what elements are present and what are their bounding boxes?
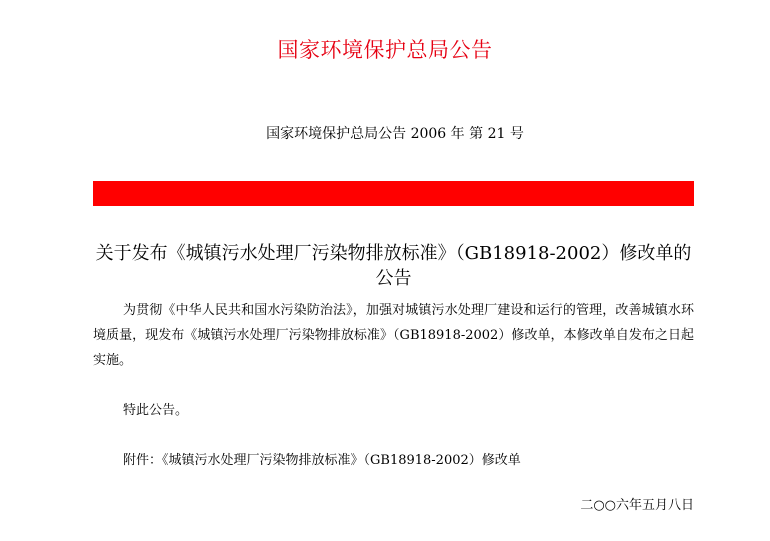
red-separator-band	[93, 181, 694, 206]
notice-title: 关于发布《城镇污水处理厂污染物排放标准》（GB18918-2002）修改单的公告	[95, 243, 692, 289]
issue-date: 二○○六年五月八日	[580, 498, 694, 513]
document-number: 国家环境保护总局公告 2006 年 第 21 号	[266, 126, 524, 142]
closing-statement: 特此公告。	[123, 403, 189, 418]
announcement-header-title: 国家环境保护总局公告	[277, 38, 493, 62]
attachment-line: 附件：《城镇污水处理厂污染物排放标准》（GB18918-2002）修改单	[123, 453, 521, 468]
body-paragraph: 为贯彻《中华人民共和国水污染防治法》，加强对城镇污水处理厂建设和运行的管理，改善城镇水环境质量，现发布《城镇污水处理厂污染物排放标准》（GB18918-2002）修改单，本修改单自发布之日起实施。	[93, 303, 694, 368]
